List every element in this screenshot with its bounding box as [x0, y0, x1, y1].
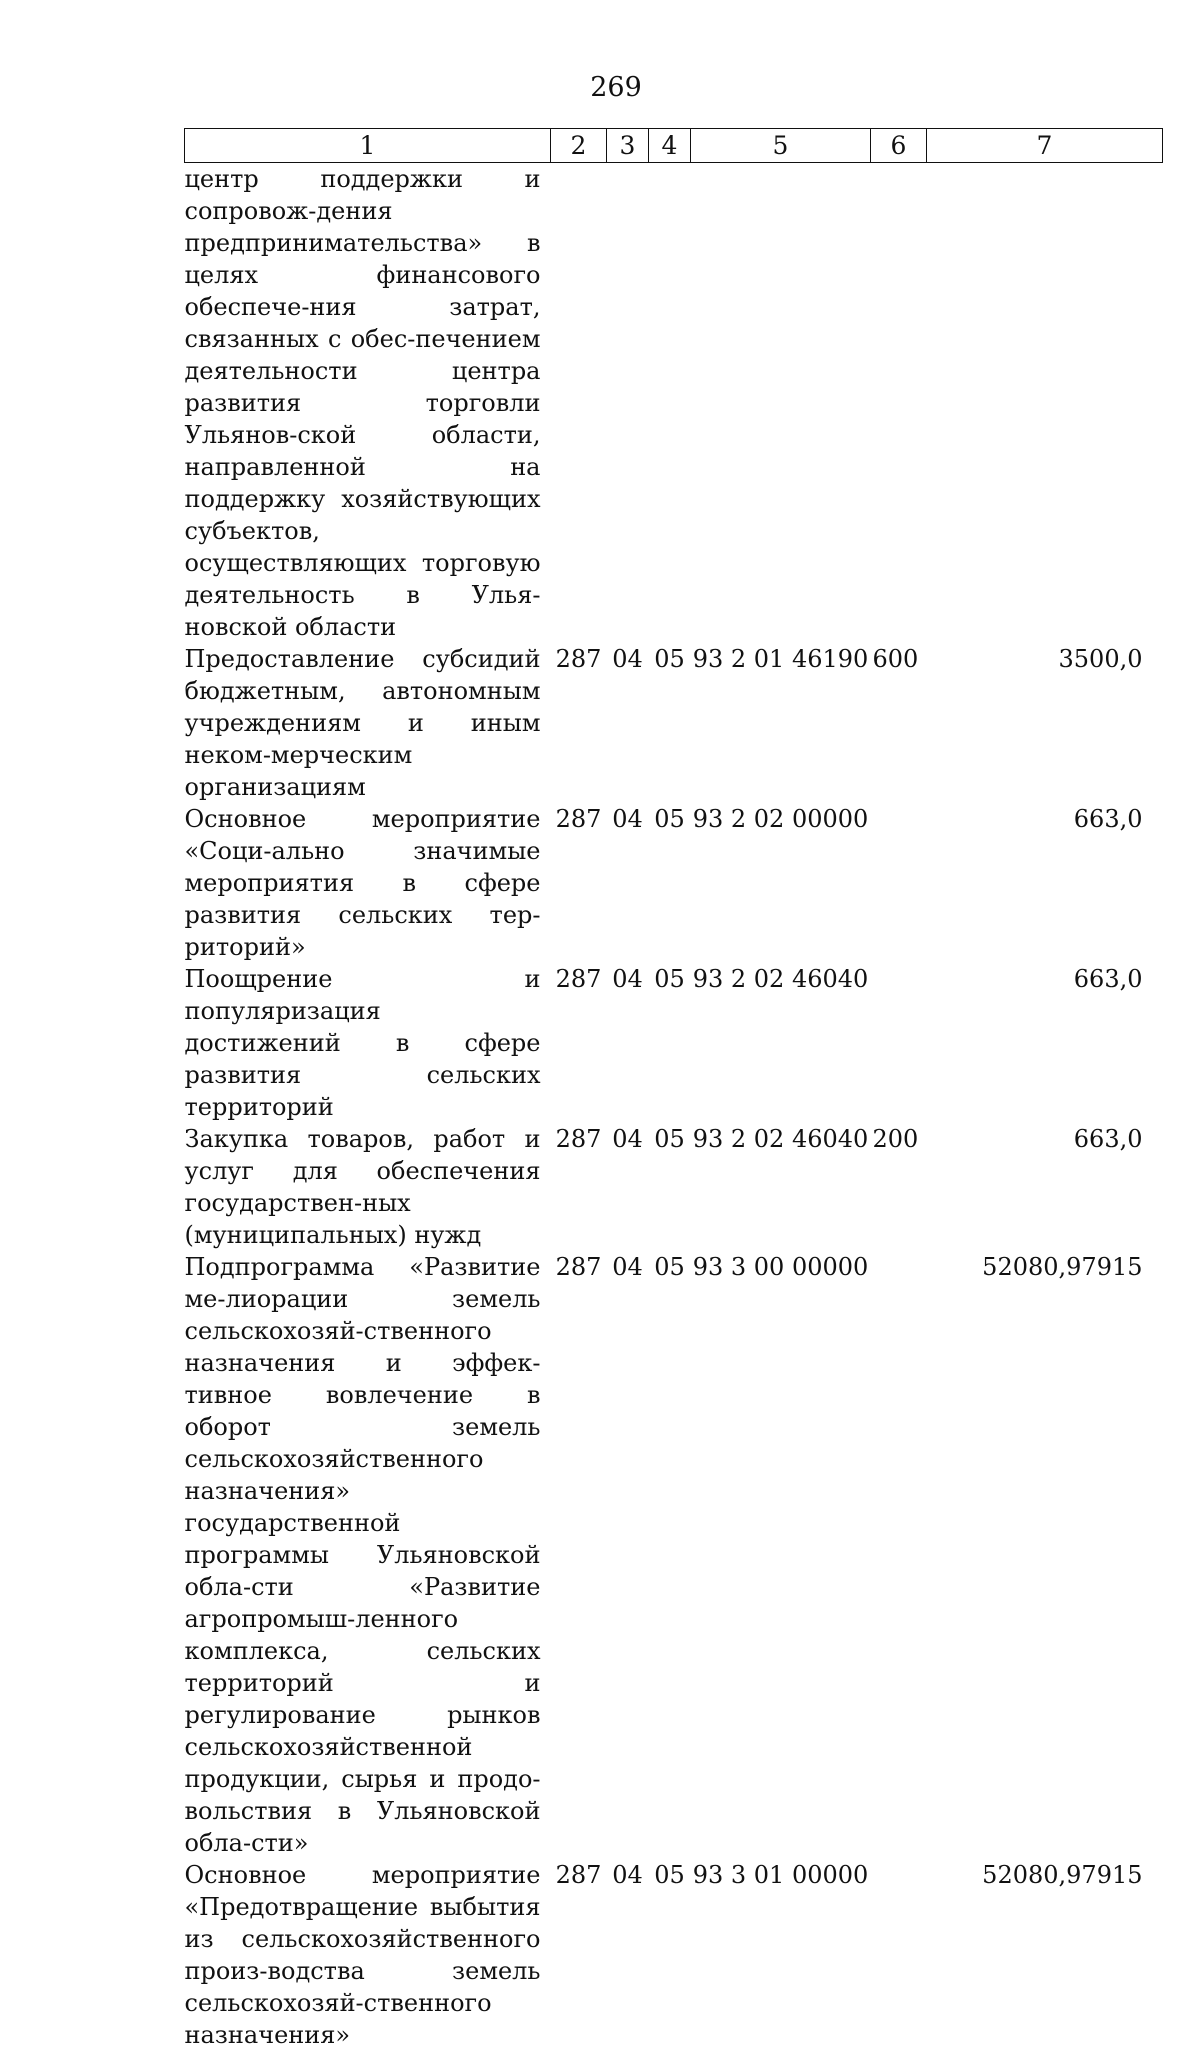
- row-expense-type: [871, 803, 927, 963]
- row-name: Закупка товаров, работ и услуг для обеспечения государствен-ных (муниципальных) нужд: [184, 1125, 541, 1249]
- row-target-code: 93 3 01 00000: [692, 1861, 869, 1889]
- row-expense-type: 200: [872, 1125, 919, 1153]
- row-target-code: 93 2 02 46040: [692, 965, 869, 993]
- row-ministry-code: 287: [555, 1861, 602, 1889]
- row-subsection-code: 05: [654, 645, 685, 673]
- row-expense-type: [871, 1251, 927, 1859]
- row-section-code: 04: [612, 1253, 643, 1281]
- row-subsection-code: 05: [654, 805, 685, 833]
- row-amount: 52080,97915: [982, 1861, 1143, 1889]
- row-amount: 3500,0: [1058, 645, 1143, 673]
- row-expense-type: 600: [872, 645, 919, 673]
- row-name: центр поддержки и сопровож-дения предпринимательства» в целях финансового обеспече-ния затрат, связанных с обес-печением деятельности центра развития торговли Ульянов-ской области, направленной на поддержку хозяйствующих субъектов, осуществляющих торговую деятельность в Улья-новской области: [184, 165, 541, 641]
- row-target-code: 93 2 02 00000: [692, 805, 869, 833]
- row-name: Основное мероприятие «Предотвращение выбытия из сельскохозяйственного произ-водства земель сельскохозяй-ственного назначения»: [184, 1861, 541, 2049]
- row-name: Предоставление субсидий бюджетным, автономным учреждениям и иным неком-мерческим организациям: [184, 645, 541, 801]
- table-row: [185, 1859, 1163, 2051]
- row-ministry-code: 287: [555, 645, 602, 673]
- row-name: Поощрение и популяризация достижений в сфере развития сельских территорий: [184, 965, 541, 1121]
- row-subsection-code: 05: [654, 1861, 685, 1889]
- row-amount: 663,0: [1073, 1125, 1143, 1153]
- table-row: [185, 803, 1163, 963]
- row-section-code: 04: [612, 805, 643, 833]
- column-header-7: 7: [927, 129, 1163, 163]
- row-subsection-code: 05: [654, 965, 685, 993]
- row-subsection-code: [649, 163, 691, 644]
- column-header-6: 6: [871, 129, 927, 163]
- row-subsection-code: 05: [654, 1253, 685, 1281]
- column-header-3: 3: [607, 129, 649, 163]
- page-number: 269: [590, 72, 642, 103]
- row-section-code: 04: [612, 1125, 643, 1153]
- column-header-4: 4: [649, 129, 691, 163]
- budget-table: [184, 128, 1163, 2051]
- row-section-code: [607, 163, 649, 644]
- row-ministry-code: 287: [555, 1125, 602, 1153]
- row-expense-type: [871, 163, 927, 644]
- row-section-code: 04: [612, 965, 643, 993]
- row-section-code: 04: [612, 645, 643, 673]
- row-name: Основное мероприятие «Соци-ально значимые мероприятия в сфере развития сельских тер-риторий»: [184, 805, 541, 961]
- row-expense-type: [871, 1859, 927, 2051]
- row-amount: 663,0: [1073, 805, 1143, 833]
- row-subsection-code: 05: [654, 1125, 685, 1153]
- column-header-1: 1: [185, 129, 551, 163]
- row-ministry-code: 287: [555, 965, 602, 993]
- row-expense-type: [871, 963, 927, 1123]
- row-ministry-code: 287: [555, 805, 602, 833]
- column-header-5: 5: [691, 129, 871, 163]
- table-row: [185, 163, 1163, 644]
- table-row: [185, 963, 1163, 1123]
- column-header-2: 2: [551, 129, 607, 163]
- table-row: [185, 1251, 1163, 1859]
- row-target-code: 93 2 01 46190: [692, 645, 869, 673]
- row-target-code: 93 3 00 00000: [692, 1253, 869, 1281]
- row-target-code: [691, 163, 871, 644]
- row-name: Подпрограмма «Развитие ме-лиорации земель сельскохозяй-ственного назначения и эффек-тивное вовлечение в оборот земель сельскохозяйственного назначения» государственной программы Ульяновской обла-сти «Развитие агропромыш-ленного комплекса, сельских территорий и регулирование рынков сельскохозяйственной продукции, сырья и продо-вольствия в Ульяновской обла-сти»: [184, 1253, 541, 1857]
- row-amount: [927, 163, 1163, 644]
- row-section-code: 04: [612, 1861, 643, 1889]
- table-header-row: [185, 129, 1163, 163]
- row-amount: 52080,97915: [982, 1253, 1143, 1281]
- table-row: [185, 643, 1163, 803]
- row-amount: 663,0: [1073, 965, 1143, 993]
- row-ministry-code: [551, 163, 607, 644]
- table-row: [185, 1123, 1163, 1251]
- row-target-code: 93 2 02 46040: [692, 1125, 869, 1153]
- row-ministry-code: 287: [555, 1253, 602, 1281]
